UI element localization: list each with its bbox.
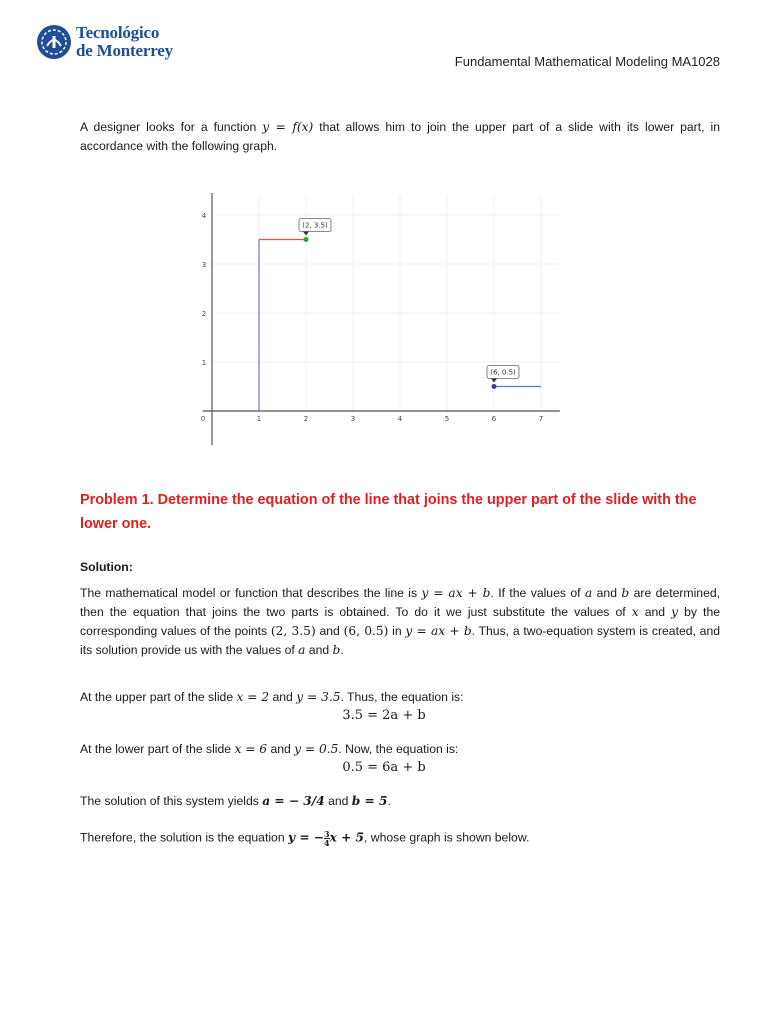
math-expression: x + 5 bbox=[329, 830, 365, 845]
solution-text: by the corresponding values of the points bbox=[80, 605, 720, 638]
logo-line-2: de Monterrey bbox=[76, 41, 173, 60]
math-expression: x = 2 bbox=[236, 690, 270, 704]
solution-text: and bbox=[592, 586, 622, 600]
annotation-label: (6, 0.5) bbox=[490, 368, 516, 377]
solution-text: are determined, then the equation that joins the two parts is obtained. To do it we just substitute the values of bbox=[80, 586, 721, 619]
math-expression: y = 0.5 bbox=[294, 742, 339, 756]
lower-part-statement bbox=[80, 742, 458, 756]
solution-text: The mathematical model or function that describes the line is bbox=[80, 586, 422, 600]
math-expression: y = ax + b bbox=[405, 624, 472, 638]
statement-text: and bbox=[269, 690, 297, 704]
logo-wordmark bbox=[76, 24, 173, 60]
solution-text: . bbox=[340, 643, 344, 657]
problem-heading: Problem 1. Determine the equation of the line that joins the upper part of the slide with the lower one. bbox=[80, 492, 697, 532]
solution-text: in bbox=[388, 624, 406, 638]
intro-text-1: A designer looks for a function bbox=[80, 120, 263, 134]
math-expression: a = − 3/4 bbox=[262, 794, 325, 808]
solution-text: and bbox=[638, 605, 672, 619]
math-expression: y bbox=[671, 605, 679, 619]
institution-logo bbox=[36, 22, 186, 68]
math-expression: y = 3.5 bbox=[296, 690, 341, 704]
annotation-label: (2, 3.5) bbox=[302, 221, 328, 230]
upper-equation: 3.5 = 2a + b bbox=[342, 708, 426, 723]
y-tick-label: 3 bbox=[201, 261, 207, 269]
slide-graph bbox=[195, 190, 575, 455]
statement-text: At the lower part of the slide bbox=[80, 742, 235, 756]
data-point bbox=[304, 237, 309, 242]
math-expression: y = − bbox=[288, 830, 324, 845]
statement-text: Therefore, the solution is the equation bbox=[80, 830, 288, 845]
math-expression: (2, 3.5) bbox=[270, 624, 316, 638]
x-tick-label: 4 bbox=[397, 415, 403, 423]
fraction-numerator: 3 bbox=[324, 829, 330, 839]
math-expression: x = 6 bbox=[234, 742, 268, 756]
solution-text: . If the values of bbox=[490, 586, 585, 600]
math-expression: b bbox=[332, 643, 341, 657]
math-expression: x bbox=[631, 605, 639, 619]
final-equation-statement bbox=[80, 830, 529, 847]
annotation-pointer-icon bbox=[491, 379, 497, 383]
intro-paragraph bbox=[80, 118, 720, 156]
math-expression: a bbox=[298, 643, 306, 657]
intro-function: y = f(x) bbox=[262, 120, 314, 134]
statement-text: and bbox=[324, 794, 352, 808]
y-tick-label: 4 bbox=[201, 212, 207, 220]
course-title: Fundamental Mathematical Modeling MA1028 bbox=[454, 54, 720, 69]
x-tick-label: 3 bbox=[350, 415, 356, 423]
x-tick-label: 2 bbox=[303, 415, 309, 423]
statement-text: and bbox=[267, 742, 295, 756]
fraction-denominator: 4 bbox=[324, 838, 330, 848]
math-expression: y = ax + b bbox=[421, 586, 491, 600]
math-expression: b bbox=[621, 586, 630, 600]
data-point bbox=[492, 384, 497, 389]
intro-text-2: that allows him to join the upper part of a slide with its lower part, in accordance with the following graph. bbox=[80, 120, 720, 153]
lower-equation: 0.5 = 6a + b bbox=[342, 760, 426, 775]
x-tick-label: 5 bbox=[444, 415, 450, 423]
math-expression: a bbox=[584, 586, 593, 600]
statement-text: . bbox=[387, 794, 391, 808]
x-tick-label: 1 bbox=[256, 415, 262, 423]
statement-text: At the upper part of the slide bbox=[80, 690, 237, 704]
solution-text: and bbox=[315, 624, 344, 638]
y-tick-label: 2 bbox=[201, 310, 207, 318]
math-expression: (6, 0.5) bbox=[343, 624, 389, 638]
math-expression: b = 5 bbox=[351, 794, 388, 808]
solution-text: and bbox=[305, 643, 333, 657]
logo-emblem-icon bbox=[36, 24, 72, 60]
solution-text: . Thus, a two-equation system is created, and its solution provide us with the values of bbox=[80, 624, 720, 657]
statement-text: , whose graph is shown below. bbox=[364, 830, 530, 845]
x-tick-label: 0 bbox=[200, 415, 206, 423]
solution-paragraph bbox=[80, 584, 720, 660]
system-result bbox=[80, 794, 391, 808]
statement-text: . Now, the equation is: bbox=[338, 742, 459, 756]
statement-text: . Thus, the equation is: bbox=[340, 690, 464, 704]
statement-text: The solution of this system yields bbox=[80, 794, 263, 808]
x-tick-label: 6 bbox=[491, 415, 497, 423]
logo-line-1: Tecnológico bbox=[76, 23, 160, 42]
solution-label: Solution: bbox=[80, 560, 133, 574]
annotation-pointer-icon bbox=[303, 232, 309, 236]
y-tick-label: 1 bbox=[201, 359, 207, 367]
x-tick-label: 7 bbox=[538, 415, 544, 423]
upper-part-statement bbox=[80, 690, 464, 704]
